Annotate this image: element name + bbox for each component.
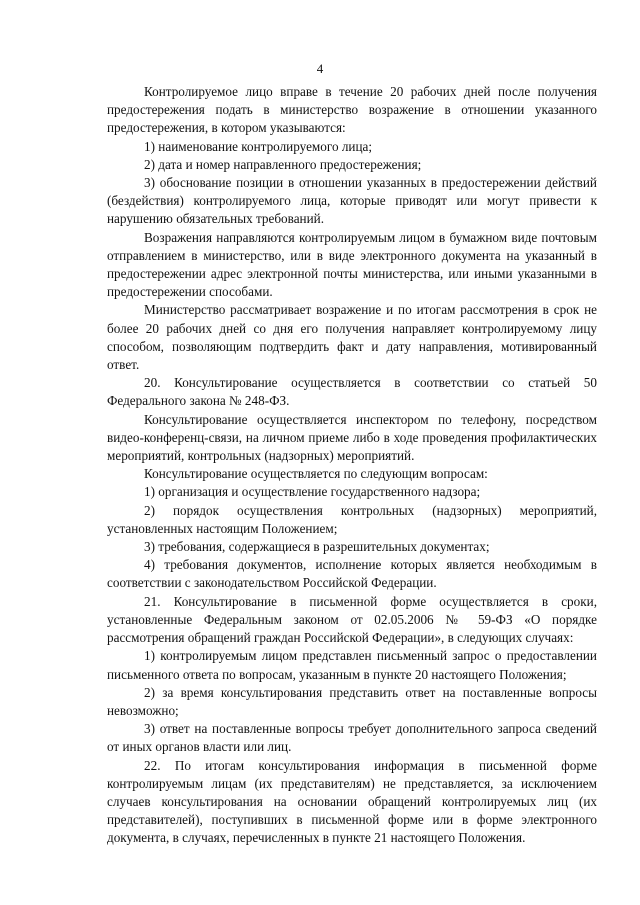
paragraph-consultation-topics: Консультирование осуществляется по следующим вопросам: — [144, 466, 488, 482]
paragraph-item-21: 21. Консультирование в письменной форме осуществляется в сроки, установленные Федеральным законом от 02.05.2006 № 59-ФЗ «О порядке рассмотрения обращений граждан Российской Федерации», в следующих случаях: — [107, 593, 597, 646]
list-item-case-1: 1) контролируемым лицом представлен письменный запрос о предоставлении письменного ответа по вопросам, указанным в пункте 20 настоящего Положения; — [107, 648, 597, 682]
list-item-topic-4: 4) требования документов, исполнение которых является необходимым в соответствии с законодательством Российской Федерации. — [107, 557, 597, 591]
list-item-objection-3: 3) обоснование позиции в отношении указанных в предостережении действий (бездействия) контролируемого лица, которые приводят или могут привести к нарушению обязательных требований. — [107, 175, 597, 227]
list-item-topic-3: 3) требования, содержащиеся в разрешительных документах; — [144, 539, 490, 555]
paragraph-item-22: 22. По итогам консультирования информация в письменной форме контролируемым лицам (их представителям) не представляется, за исключением случаев консультирования на основании обращений контролируемых лиц (их представителей), поступивших в письменной форме или в форме электронного документа, в случаях, перечисленных в пункте 21 настоящего Положения. — [107, 757, 597, 846]
list-item-objection-1: 1) наименование контролируемого лица; — [144, 138, 373, 154]
list-item-topic-1: 1) организация и осуществление государственного надзора; — [144, 484, 481, 500]
page-number: 4 — [316, 61, 324, 76]
paragraph-objection-right: Контролируемое лицо вправе в течение 20 рабочих дней после получения предостережения подать в министерство возражение в отношении указанного предостережения, в котором указываются: — [107, 84, 597, 136]
list-item-objection-2: 2) дата и номер направленного предостережения; — [144, 156, 422, 172]
list-item-topic-2: 2) порядок осуществления контрольных (надзорных) мероприятий, установленных настоящим Положением; — [107, 502, 597, 536]
list-item-case-3: 3) ответ на поставленные вопросы требует дополнительного запроса сведений от иных органов власти или лиц. — [107, 721, 597, 755]
document-body — [107, 83, 597, 848]
paragraph-item-20: 20. Консультирование осуществляется в соответствии со статьей 50 Федерального закона № 248-ФЗ. — [107, 375, 597, 409]
list-item-case-2: 2) за время консультирования представить ответ на поставленные вопросы невозможно; — [107, 684, 597, 718]
paragraph-objection-delivery: Возражения направляются контролируемым лицом в бумажном виде почтовым отправлением в министерство, или в виде электронного документа на указанный в предостережении адрес электронной почты министерства, или иными указанными в предостережении способами. — [107, 229, 597, 300]
paragraph-consultation-methods: Консультирование осуществляется инспектором по телефону, посредством видео-конференц-связи, на личном приеме либо в ходе проведения профилактических мероприятий, контрольных (надзорных) мероприятий. — [107, 411, 597, 464]
paragraph-ministry-response: Министерство рассматривает возражение и по итогам рассмотрения в срок не более 20 рабочих дней со дня его получения направляет контролируемому лицу способом, позволяющим подтвердить факт и дату направления, мотивированный ответ. — [107, 302, 597, 373]
